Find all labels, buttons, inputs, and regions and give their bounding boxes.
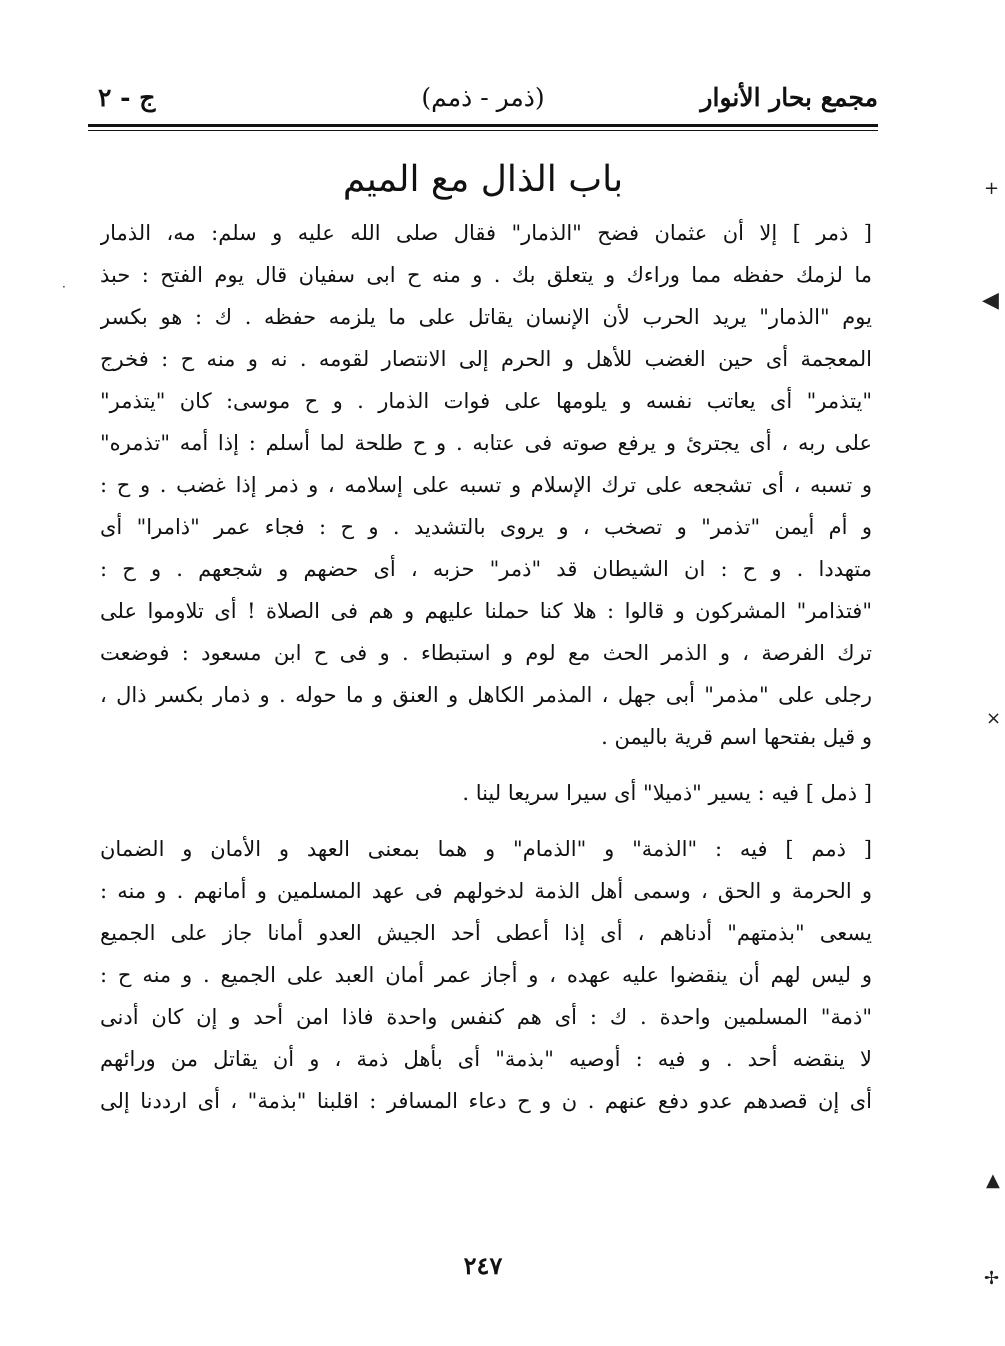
text-line: [ ذمر ] إلا أن عثمان فضح "الذمار" فقال صلى الله عليه و سلم: مه، الذمار [100, 221, 872, 245]
text-line: المعجمة أى حين الغضب للأهل و الحرم إلى الانتصار لقومه . نه و منه ح : فخرج [100, 347, 872, 371]
text-line: يسعى "بذمتهم" أدناهم ، أى إذا أعطى أحد الجيش العدو أمانا جاز على الجميع [100, 921, 872, 945]
margin-mark: ▲ [986, 1170, 1000, 1191]
text-line: على ربه ، أى يجترئ و يرفع صوته فى عتابه . و ح طلحة لما أسلم : إذا أمه "تذمره" [100, 431, 872, 455]
section-range: (ذمر - ذمم) [421, 83, 545, 112]
margin-mark: × [986, 708, 1002, 729]
book-title: مجمع بحار الأنوار [700, 83, 878, 112]
text-line: "يتذمر" أى يعاتب نفسه و يلومها على فوات الذمار . و ح موسى: كان "يتذمر" [100, 389, 872, 413]
text-line: و الحرمة و الحق ، وسمى أهل الذمة لدخولهم فى عهد المسلمين و أمانهم . و منه : [100, 879, 872, 903]
text-line: ترك الفرصة ، و الذمر الحث مع لوم و استبطاء . و فى ح ابن مسعود : فوضعت [100, 641, 872, 665]
running-header [88, 78, 878, 118]
page-number: ٢٤٧ [463, 1251, 503, 1280]
volume-label: ج - ٢ [98, 83, 156, 112]
margin-mark: ◀ [982, 288, 999, 313]
text-line: و قيل بفتحها اسم قرية باليمن . [601, 725, 872, 749]
text-line: و أم أيمن "تذمر" و تصخب ، و يروى بالتشديد . و ح : فجاء عمر "ذامرا" أى [100, 515, 872, 539]
text-line: يوم "الذمار" يريد الحرب لأن الإنسان يقاتل على ما يلزمه حفظه . ك : هو بكسر [100, 305, 872, 329]
entry-dhamam [100, 828, 872, 1122]
entry-gap [100, 758, 872, 772]
entry-dhamal [100, 772, 872, 814]
text-line: "ذمة" المسلمين واحدة . ك : أى هم كنفس واحدة فاذا امن أحد و إن كان أدنى [100, 1005, 872, 1029]
header-rule-thin [88, 130, 878, 131]
header-rule-thick [88, 124, 878, 127]
entry-gap [100, 814, 872, 828]
text-line: أى إن قصدهم عدو دفع عنهم . ن و ح دعاء المسافر : اقلبنا "بذمة" ، أى ارددنا إلى [100, 1089, 872, 1113]
margin-mark: ✢ [984, 1268, 1000, 1289]
text-line: و ليس لهم أن ينقضوا عليه عهده ، و أجاز عمر أمان العبد على الجميع . و منه ح : [100, 963, 872, 987]
text-line: [ ذمم ] فيه : "الذمة" و "الذمام" و هما بمعنى العهد و الأمان و الضمان [100, 837, 872, 861]
entry-dhamar [100, 212, 872, 758]
margin-mark: · [62, 280, 66, 294]
text-line: متهددا . و ح : ان الشيطان قد "ذمر" حزبه ، أى حضهم و شجعهم . و ح : [100, 557, 872, 581]
text-line: لا ينقضه أحد . و فيه : أوصيه "بذمة" أى بأهل ذمة ، و أن يقاتل من ورائهم [100, 1047, 872, 1071]
chapter-title: باب الذال مع الميم [342, 159, 624, 200]
text-line: [ ذمل ] فيه : يسير "ذميلا" أى سيرا سريعا لينا . [462, 781, 872, 805]
text-line: و تسبه ، أى تشجعه على ترك الإسلام و تسبه على إسلامه ، و ذمر إذا غضب . و ح : [100, 473, 872, 497]
text-line: ما لزمك حفظه مما وراءك و يتعلق بك . و منه ح ابى سفيان قال يوم الفتح : حبذ [100, 263, 872, 287]
margin-mark: + [984, 178, 1000, 199]
text-line: "فتذامر" المشركون و قالوا : هلا كنا حملنا عليهم و هم فى الصلاة ! أى تلاوموا على [100, 599, 872, 623]
text-line: رجلى على "مذمر" أبى جهل ، المذمر الكاهل و العنق و ما حوله . و ذمار بكسر ذال ، [100, 683, 872, 707]
body-text [100, 212, 872, 1122]
